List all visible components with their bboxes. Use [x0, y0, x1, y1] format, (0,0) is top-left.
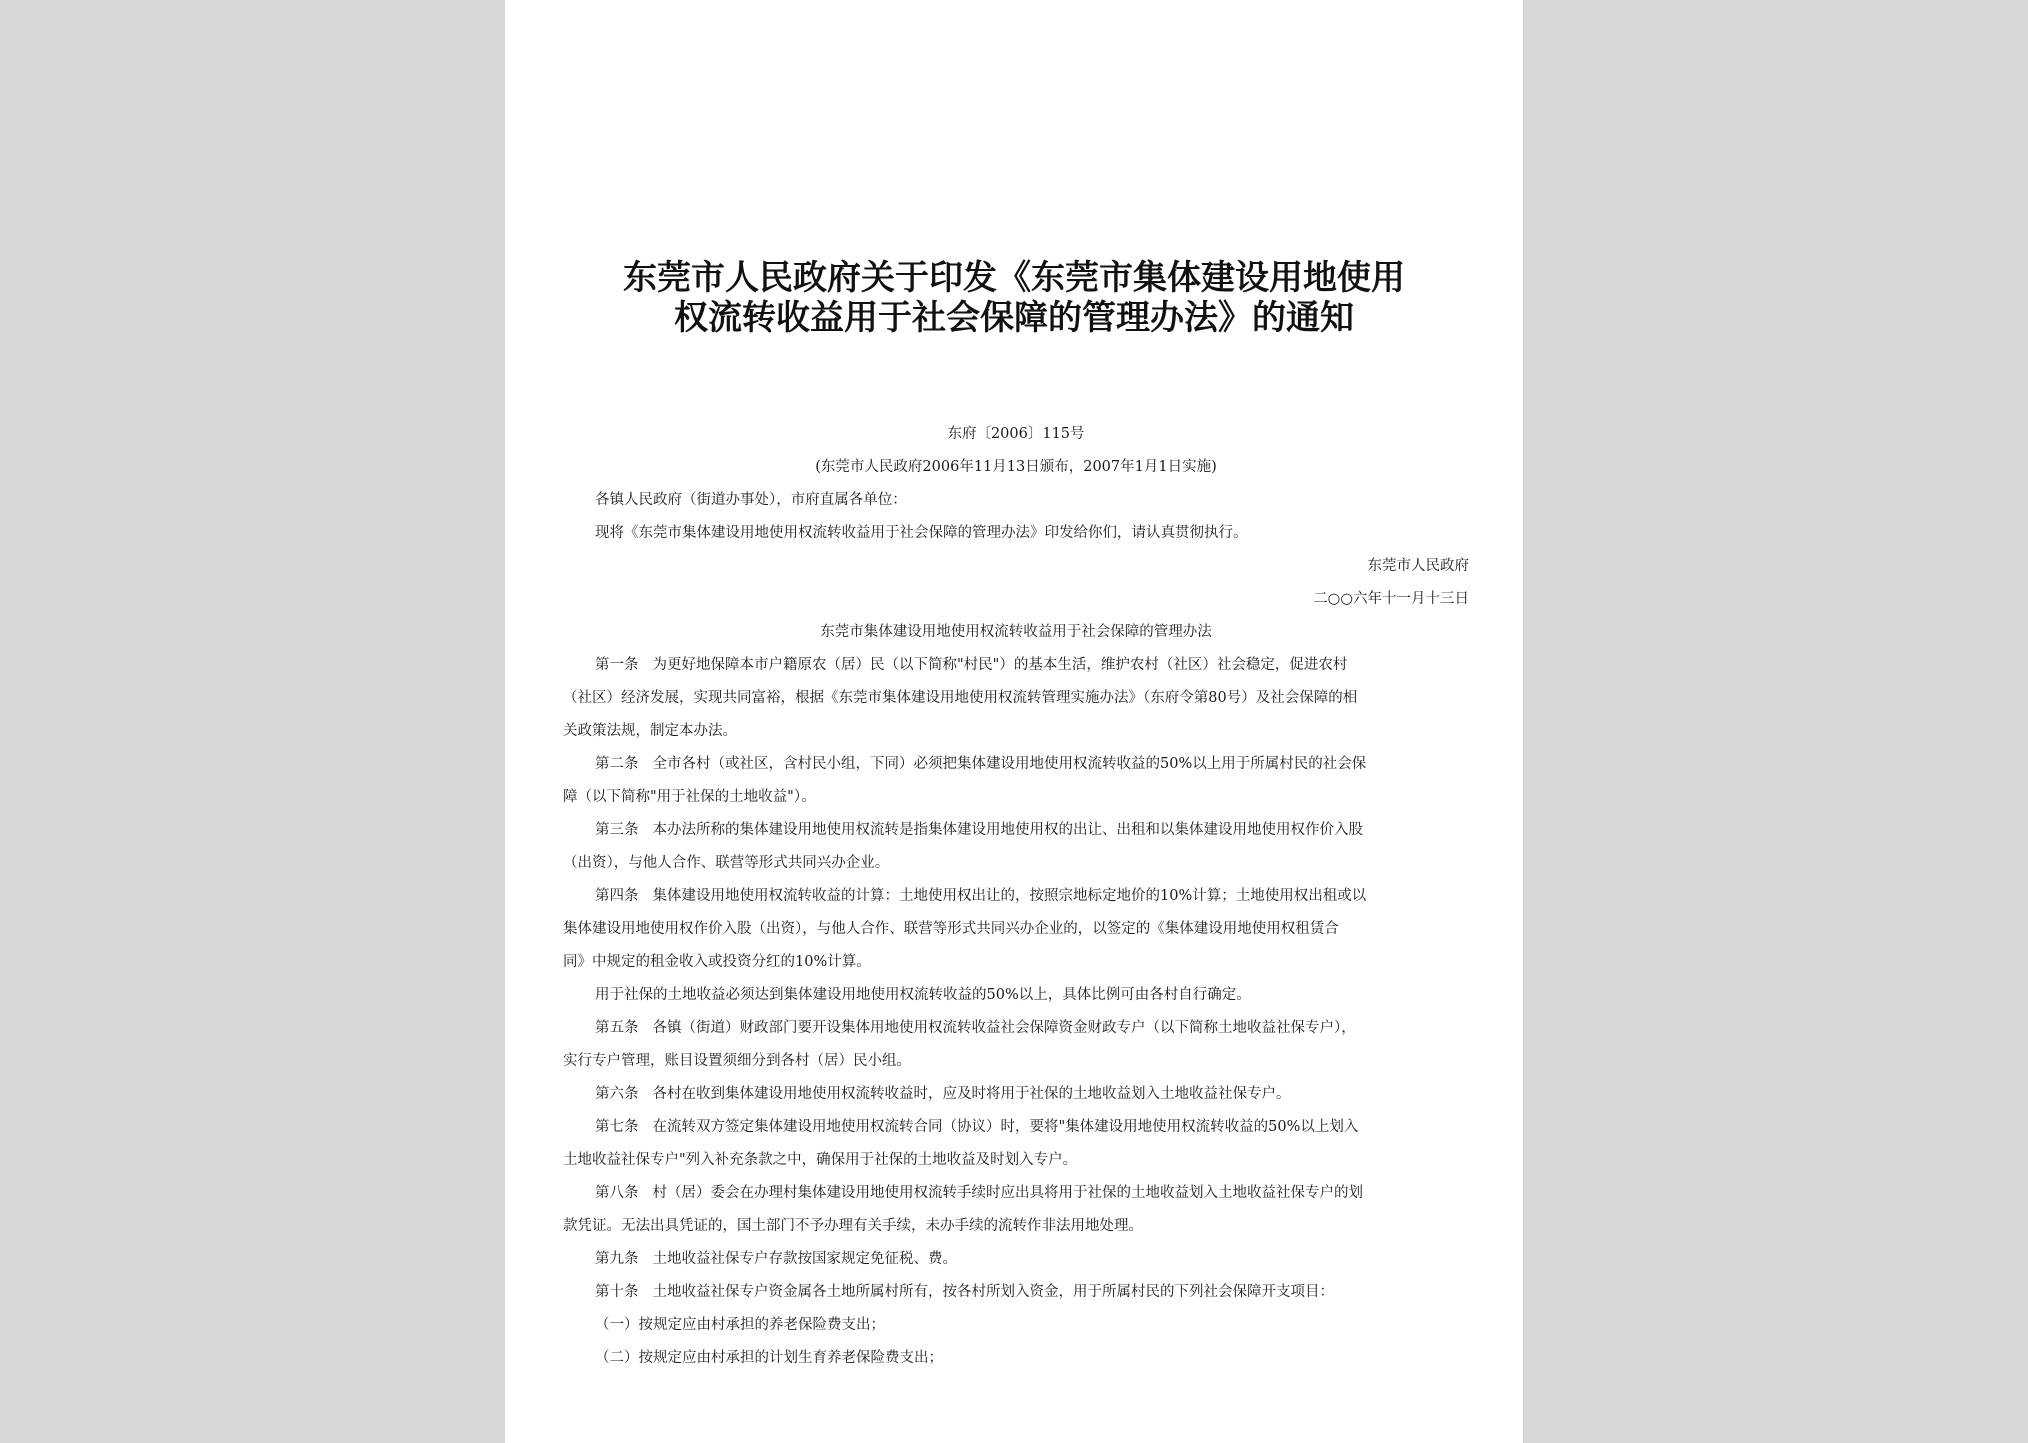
article-5-line-1: 第五条 各镇（街道）财政部门要开设集体用地使用权流转收益社会保障资金财政专户（以下简称土地收益社保专户）， [595, 1020, 1356, 1036]
article-5-number: 第五条 [595, 1020, 639, 1036]
article-6-number: 第六条 [595, 1086, 639, 1102]
article-10-line-1: 第十条 土地收益社保专户资金属各土地所属村所有，按各村所划入资金，用于所属村民的下列社会保障开支项目： [595, 1284, 1334, 1300]
article-8-line-1: 第八条 村（居）委会在办理村集体建设用地使用权流转手续时应出具将用于社保的土地收益划入土地收益社保专户的划 [595, 1185, 1363, 1201]
article-2-line-2: 障（以下简称"用于社保的土地收益"）。 [563, 789, 816, 805]
article-2-line-1: 第二条 全市各村（或社区，含村民小组，下同）必须把集体建设用地使用权流转收益的50%以上用于所属村民的社会保 [595, 756, 1367, 772]
article-4-line-2: 集体建设用地使用权作价入股（出资），与他人合作、联营等形式共同兴办企业的，以签定的《集体建设用地使用权租赁合 [563, 921, 1339, 937]
document-page [505, 0, 1523, 1443]
article-7-line-1: 第七条 在流转双方签定集体建设用地使用权流转合同（协议）时，要将"集体建设用地使用权流转收益的50%以上划入 [595, 1119, 1359, 1135]
article-4-line-1: 第四条 集体建设用地使用权流转收益的计算：土地使用权出让的，按照宗地标定地价的10%计算；土地使用权出租或以 [595, 888, 1367, 904]
article-3-number: 第三条 [595, 822, 639, 838]
article-8-number: 第八条 [595, 1185, 639, 1201]
list-item-1: （一）按规定应由村承担的养老保险费支出； [595, 1317, 885, 1333]
doc-number: 东府〔2006〕115号 [947, 426, 1085, 442]
signature-date: 二○○六年十一月十三日 [1313, 591, 1469, 607]
article-3-line-1: 第三条 本办法所称的集体建设用地使用权流转是指集体建设用地使用权的出让、出租和以集体建设用地使用权作价入股 [595, 822, 1363, 838]
article-9-number: 第九条 [595, 1251, 639, 1267]
issue-note: (东莞市人民政府2006年11月13日颁布，2007年1月1日实施) [815, 459, 1217, 475]
article-10-number: 第十条 [595, 1284, 639, 1300]
article-2-number: 第二条 [595, 756, 639, 772]
article-8-line-2: 款凭证。无法出具凭证的，国土部门不予办理有关手续，未办手续的流转作非法用地处理。 [563, 1218, 1143, 1234]
addressee: 各镇人民政府（街道办事处），市府直属各单位： [595, 492, 907, 508]
article-7-line-2: 土地收益社保专户"列入补充条款之中，确保用于社保的土地收益及时划入专户。 [563, 1152, 1078, 1168]
article-1-line-1: 第一条 为更好地保障本市户籍原农（居）民（以下简称"村民"）的基本生活，维护农村（社区）社会稳定，促进农村 [595, 657, 1348, 673]
title-line-2: 权流转收益用于社会保障的管理办法》的通知 [674, 298, 1354, 338]
article-7-number: 第七条 [595, 1119, 639, 1135]
article-6-line-1: 第六条 各村在收到集体建设用地使用权流转收益时，应及时将用于社保的土地收益划入土地收益社保专户。 [595, 1086, 1291, 1102]
document-title [505, 258, 1523, 338]
article-4-number: 第四条 [595, 888, 639, 904]
section-title: 东莞市集体建设用地使用权流转收益用于社会保障的管理办法 [820, 624, 1212, 640]
article-1-line-3: 关政策法规，制定本办法。 [563, 723, 737, 739]
list-item-2: （二）按规定应由村承担的计划生育养老保险费支出； [595, 1350, 943, 1366]
article-1-number: 第一条 [595, 657, 639, 673]
document-body [563, 418, 1469, 1375]
article-5-line-2: 实行专户管理，账目设置须细分到各村（居）民小组。 [563, 1053, 911, 1069]
article-1-line-2: （社区）经济发展，实现共同富裕，根据《东莞市集体建设用地使用权流转管理实施办法》（东府令第80号）及社会保障的相 [563, 690, 1358, 706]
article-9-line-1: 第九条 土地收益社保专户存款按国家规定免征税、费。 [595, 1251, 957, 1267]
article-4-supplement: 用于社保的土地收益必须达到集体建设用地使用权流转收益的50%以上，具体比例可由各村自行确定。 [595, 987, 1251, 1003]
article-4-line-3: 同》中规定的租金收入或投资分红的10%计算。 [563, 954, 871, 970]
intro-paragraph: 现将《东莞市集体建设用地使用权流转收益用于社会保障的管理办法》印发给你们，请认真贯彻执行。 [595, 525, 1248, 541]
signature-org: 东莞市人民政府 [1367, 558, 1469, 574]
article-3-line-2: （出资），与他人合作、联营等形式共同兴办企业。 [563, 855, 890, 871]
title-line-1: 东莞市人民政府关于印发《东莞市集体建设用地使用 [623, 258, 1405, 298]
